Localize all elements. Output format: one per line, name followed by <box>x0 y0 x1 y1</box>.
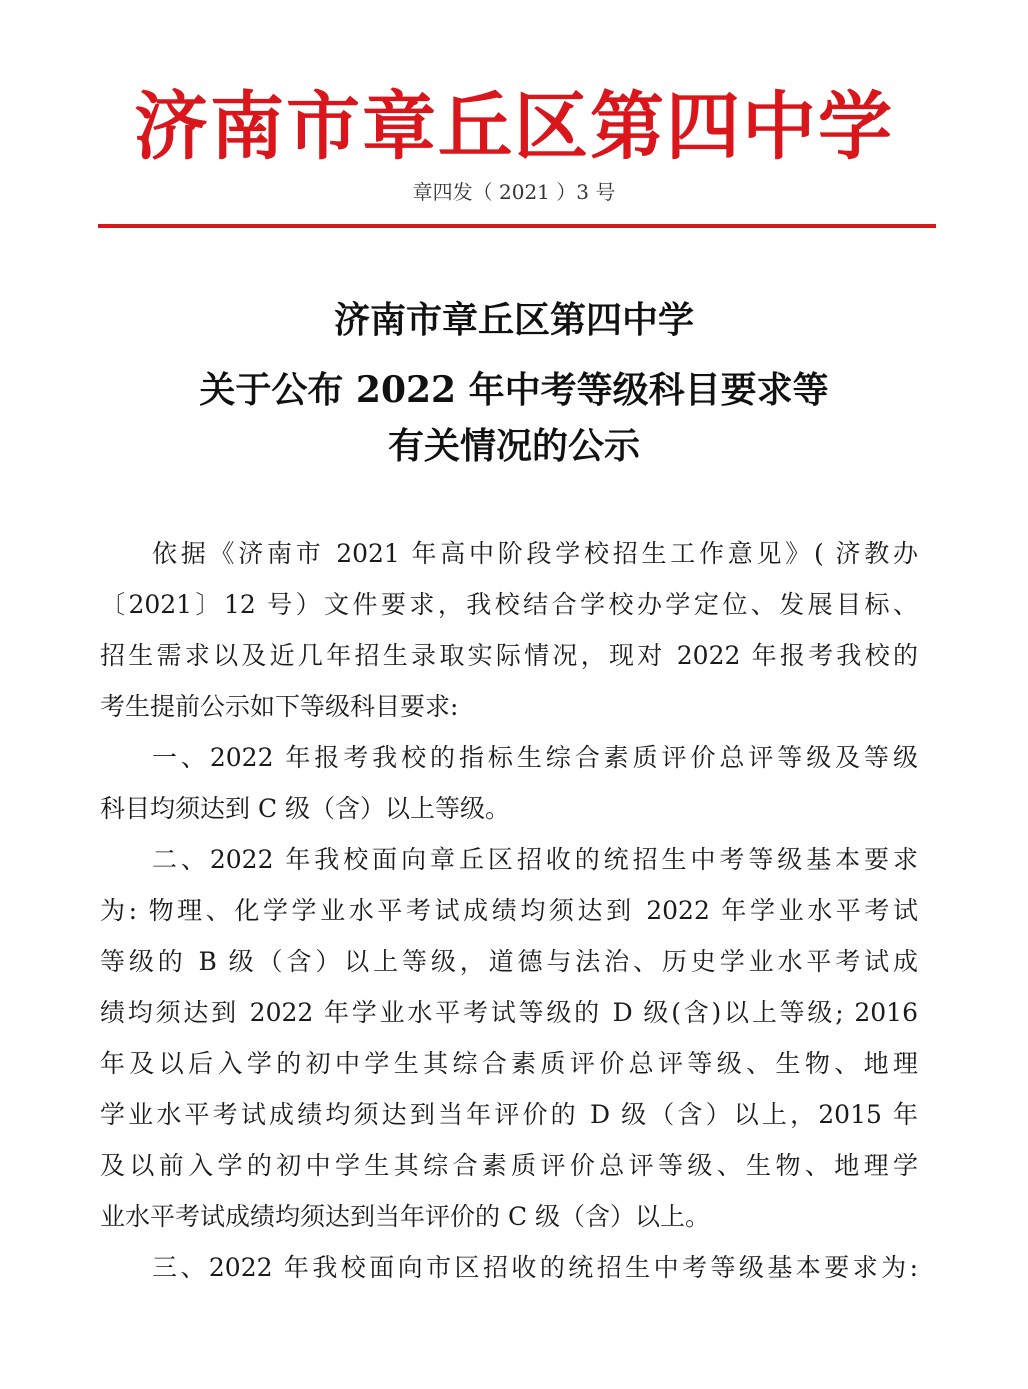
body-line: 业水平考试成绩均须达到当年评价的 C 级（含）以上。 <box>100 1202 711 1231</box>
body-line: 一、2022 年报考我校的指标生综合素质评价总评等级及等级 <box>152 743 918 772</box>
document-number: 章四发（ 2021 ）3 号 <box>412 180 616 204</box>
body-line: 科目均须达到 C 级（含）以上等级。 <box>100 794 511 823</box>
body-line: 〔2021〕12 号）文件要求，我校结合学校办学定位、发展目标、 <box>100 590 918 619</box>
issuing-organization-header: 济南市章丘区第四中学 <box>134 84 894 170</box>
body-line: 考生提前公示如下等级科目要求: <box>100 692 459 721</box>
body-line: 年及以后入学的初中学生其综合素质评价总评等级、生物、地理 <box>100 1049 918 1078</box>
body-line: 绩均须达到 2022 年学业水平考试等级的 D 级(含)以上等级; 2016 <box>100 998 918 1027</box>
title-line-2: 关于公布 2022 年中考等级科目要求等 <box>199 369 829 411</box>
body-line: 为: 物理、化学学业水平考试成绩均须达到 2022 年学业水平考试 <box>100 896 918 925</box>
body-line: 依据《济南市 2021 年高中阶段学校招生工作意见》( 济教办 <box>152 539 918 568</box>
title-line-3: 有关情况的公示 <box>387 425 640 467</box>
document-body <box>100 528 918 1293</box>
body-line: 等级的 B 级（含）以上等级，道德与法治、历史学业水平考试成 <box>100 947 918 976</box>
body-line: 及以前入学的初中学生其综合素质评价总评等级、生物、地理学 <box>100 1151 918 1180</box>
body-line: 二、2022 年我校面向章丘区招收的统招生中考等级基本要求 <box>152 845 918 874</box>
body-line: 学业水平考试成绩均须达到当年评价的 D 级（含）以上，2015 年 <box>100 1100 918 1129</box>
body-line: 招生需求以及近几年招生录取实际情况，现对 2022 年报考我校的 <box>100 641 918 670</box>
red-divider <box>98 224 936 228</box>
title-line-1: 济南市章丘区第四中学 <box>333 299 694 341</box>
body-line: 三、2022 年我校面向市区招收的统招生中考等级基本要求为: <box>152 1253 918 1282</box>
